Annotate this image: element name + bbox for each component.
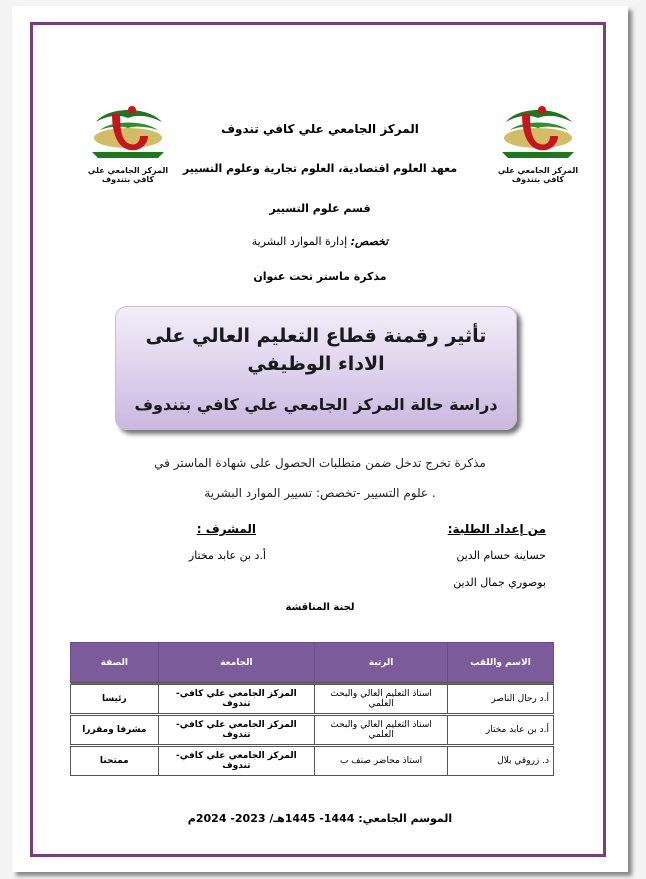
column-header-name: الاسم واللقب	[448, 643, 554, 684]
logo-caption: المركز الجامعي علي كافي بتندوف	[497, 166, 579, 184]
member-rank: استاذ محاضر صنف ب	[315, 746, 448, 776]
title-case-study: دراسة حالة المركز الجامعي علي كافي بتندوف	[134, 395, 498, 414]
member-name: د. زروقي بلال	[448, 746, 554, 776]
title-line-2: الاداء الوظيفي	[247, 353, 385, 375]
specialty-line	[12, 235, 628, 248]
academic-season: الموسم الجامعي: 1444- 1445هـ/ 2023- 2024م	[187, 812, 453, 825]
description-line-1: مذكرة تخرج تدخل ضمن متطلبات الحصول على شهادة الماستر في	[154, 456, 486, 470]
center-name: المركز الجامعي علي كافي تندوف	[221, 122, 419, 136]
document-page	[12, 6, 628, 872]
specialty-label: تخصص:	[350, 235, 389, 248]
member-role: مشرفا ومقررا	[71, 715, 159, 746]
specialty-value: إدارة الموارد البشرية	[251, 235, 348, 248]
department-name: قسم علوم التسيير	[269, 202, 371, 215]
supervisor-name: أ.د بن عابد مختار	[188, 549, 266, 562]
supervisor-heading: المشرف :	[196, 522, 256, 536]
member-role: رئيسا	[71, 684, 159, 715]
member-rank: استاذ التعليم العالي والبحث العلمي	[315, 684, 448, 715]
thesis-intro: مذكرة ماستر تحت عنوان	[253, 270, 387, 283]
member-university: المركز الجامعي علي كافي-تندوف	[158, 746, 314, 776]
student-name-2: بوصوري جمال الدين	[453, 576, 546, 589]
column-header-role: الصفة	[71, 643, 159, 684]
column-header-rank: الرتبة	[315, 643, 448, 684]
column-header-university: الجامعة	[158, 643, 314, 684]
committee-header-row	[71, 643, 554, 684]
table-row	[71, 715, 554, 746]
table-row	[71, 684, 554, 715]
member-name: أ.د رحال الناصر	[448, 684, 554, 715]
title-line-1: تأثير رقمنة قطاع التعليم العالي على	[145, 325, 487, 347]
thesis-title-box	[115, 306, 517, 430]
table-row	[71, 746, 554, 776]
member-name: أ.د بن عابد مختار	[448, 715, 554, 746]
students-heading: من إعداد الطلبة:	[447, 522, 546, 536]
institute-name: معهد العلوم اقتصادية، العلوم تجارية وعلوم التسيير	[182, 162, 458, 175]
member-rank: استاذ التعليم العالي والبحث العلمي	[315, 715, 448, 746]
committee-heading: لجنة المناقشة	[285, 602, 355, 613]
student-name-1: حساينة حسام الدين	[456, 549, 546, 562]
member-university: المركز الجامعي علي كافي-تندوف	[158, 715, 314, 746]
member-university: المركز الجامعي علي كافي-تندوف	[158, 684, 314, 715]
description-line-2: . علوم التسيير -تخصص: تسيير الموارد البشرية	[204, 486, 436, 500]
committee-table	[70, 642, 554, 776]
logo-caption: المركز الجامعي علي كافي بتندوف	[87, 166, 169, 184]
member-role: ممتحنا	[71, 746, 159, 776]
